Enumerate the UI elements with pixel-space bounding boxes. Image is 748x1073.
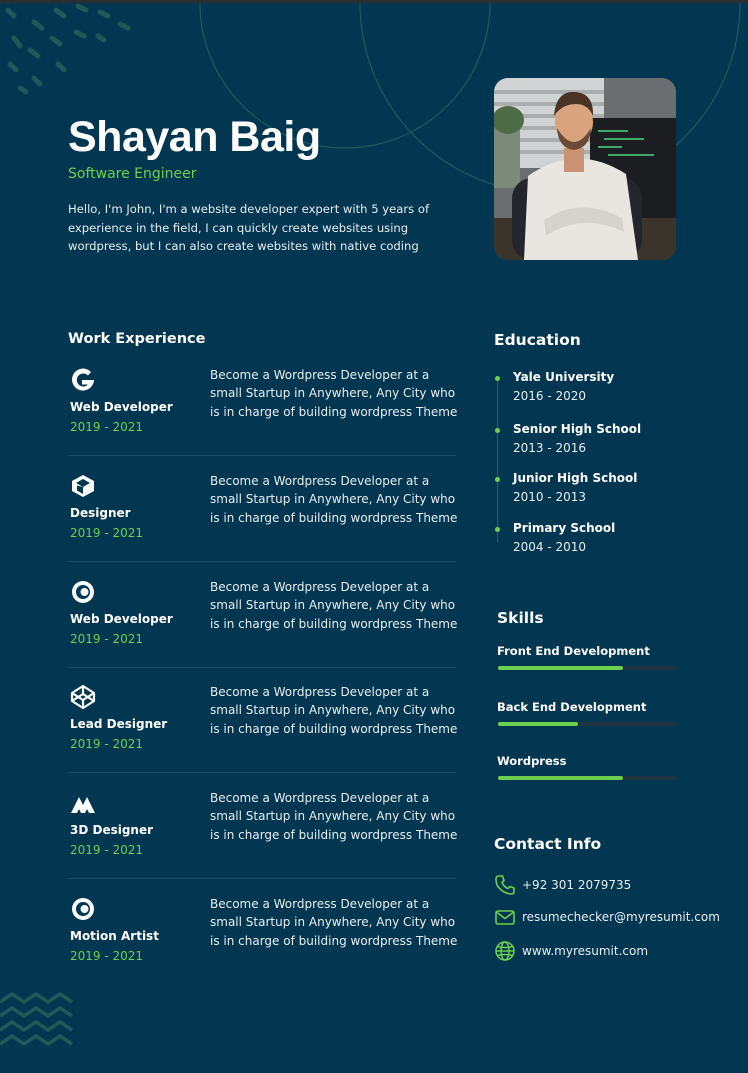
work-item xyxy=(68,578,456,684)
g-logo-icon xyxy=(69,366,97,394)
phone-text: +92 301 2079735 xyxy=(522,878,632,892)
ring-logo-icon xyxy=(69,578,97,606)
cube-logo-icon xyxy=(69,472,97,500)
skill-item xyxy=(497,700,677,714)
work-description: Become a Wordpress Developer at a small Startup in Anywhere, Any City who is in charge of building wordpress Theme xyxy=(210,368,458,419)
work-description: Become a Wordpress Developer at a small Startup in Anywhere, Any City who is in charge of building wordpress Theme xyxy=(210,685,458,736)
work-years: 2019 - 2021 xyxy=(70,632,144,646)
divider xyxy=(68,878,456,879)
ring-logo-icon xyxy=(69,895,97,923)
phone-icon xyxy=(494,874,516,896)
work-item xyxy=(68,895,456,1001)
job-role: Software Engineer xyxy=(68,166,197,182)
education-heading: Education xyxy=(494,331,581,349)
work-years: 2019 - 2021 xyxy=(70,843,144,857)
skill-bar-track xyxy=(498,666,676,670)
website-link[interactable]: www.myresumit.com xyxy=(522,944,649,958)
work-title: Designer xyxy=(70,506,131,520)
timeline-dot xyxy=(495,477,500,482)
work-item xyxy=(68,366,456,472)
skill-name: Front End Development xyxy=(497,644,650,658)
work-years: 2019 - 2021 xyxy=(70,526,144,540)
skill-bar-fill xyxy=(498,666,623,670)
work-item xyxy=(68,789,456,895)
work-description: Become a Wordpress Developer at a small Startup in Anywhere, Any City who is in charge of building wordpress Theme xyxy=(210,474,458,525)
work-title: Motion Artist xyxy=(70,929,159,943)
email-link[interactable]: resumechecker@myresumit.com xyxy=(522,910,720,924)
school-name: Junior High School xyxy=(513,471,638,485)
school-years: 2013 - 2016 xyxy=(513,441,587,455)
timeline-dot xyxy=(495,376,500,381)
work-years: 2019 - 2021 xyxy=(70,949,144,963)
skill-bar-fill xyxy=(498,776,623,780)
school-name: Senior High School xyxy=(513,422,642,436)
codepen-logo-icon xyxy=(69,683,97,711)
contact-heading: Contact Info xyxy=(494,835,602,853)
school-name: Yale University xyxy=(513,370,615,384)
divider xyxy=(68,772,456,773)
skill-item xyxy=(497,754,677,768)
work-years: 2019 - 2021 xyxy=(70,420,144,434)
skill-bar-fill xyxy=(498,722,578,726)
skill-bar-track xyxy=(498,776,676,780)
skills-heading: Skills xyxy=(497,609,544,627)
work-description: Become a Wordpress Developer at a small Startup in Anywhere, Any City who is in charge of building wordpress Theme xyxy=(210,897,458,948)
timeline-dot xyxy=(495,428,500,433)
divider xyxy=(68,667,456,668)
school-years: 2004 - 2010 xyxy=(513,540,587,554)
globe-icon xyxy=(494,940,516,962)
school-years: 2016 - 2020 xyxy=(513,389,587,403)
skill-bar-track xyxy=(498,722,676,726)
work-title: 3D Designer xyxy=(70,823,154,837)
school-years: 2010 - 2013 xyxy=(513,490,587,504)
profile-photo xyxy=(494,78,676,260)
education-timeline xyxy=(497,377,498,542)
timeline-dot xyxy=(495,527,500,532)
work-years: 2019 - 2021 xyxy=(70,737,144,751)
work-item xyxy=(68,683,456,789)
work-description: Become a Wordpress Developer at a small Startup in Anywhere, Any City who is in charge of building wordpress Theme xyxy=(210,580,458,631)
divider xyxy=(68,455,456,456)
work-title: Lead Designer xyxy=(70,717,168,731)
skill-name: Back End Development xyxy=(497,700,647,714)
divider xyxy=(68,561,456,562)
mail-icon xyxy=(494,906,516,928)
peaks-logo-icon xyxy=(69,789,97,817)
skill-name: Wordpress xyxy=(497,754,567,768)
school-name: Primary School xyxy=(513,521,616,535)
work-title: Web Developer xyxy=(70,400,173,414)
skill-item xyxy=(497,644,677,658)
work-title: Web Developer xyxy=(70,612,173,626)
work-item xyxy=(68,472,456,578)
name-heading: Shayan Baig xyxy=(68,113,321,161)
bio-text: Hello, I'm John, I'm a website developer expert with 5 years of experience in the field, I can quickly create websites using wordpress, but I can also create websites with native coding xyxy=(68,202,430,253)
work-experience-heading: Work Experience xyxy=(68,331,206,347)
work-description: Become a Wordpress Developer at a small Startup in Anywhere, Any City who is in charge of building wordpress Theme xyxy=(210,791,458,842)
